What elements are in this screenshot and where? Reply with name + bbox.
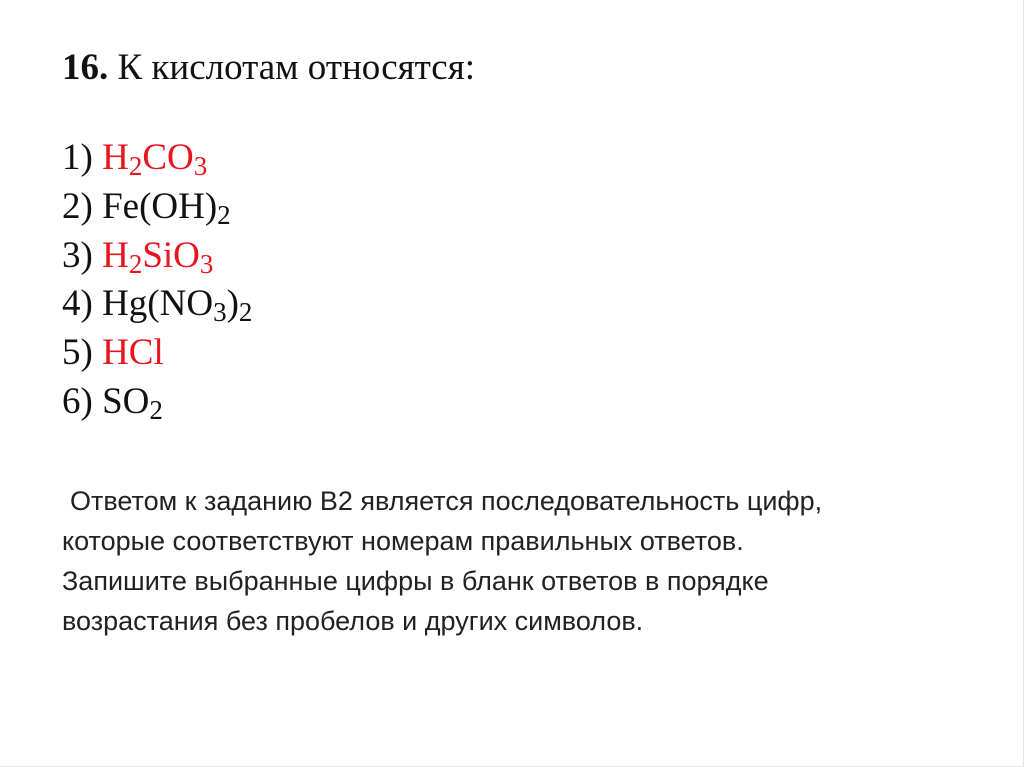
formula-text: SiO xyxy=(142,234,200,276)
answer-option-5 xyxy=(62,329,252,378)
instruction-line: которые соответствуют номерам правильных ответов. xyxy=(62,526,744,556)
option-formula xyxy=(102,234,214,279)
option-label: 1) xyxy=(62,137,93,178)
formula-text: Fe(OH) xyxy=(102,185,218,227)
answer-option-3 xyxy=(62,232,252,281)
instruction-line: возрастания без пробелов и других символов. xyxy=(62,606,644,636)
question-text: К кислотам относятся: xyxy=(117,47,475,88)
option-formula xyxy=(102,137,208,181)
formula-text: HCl xyxy=(102,332,164,374)
answer-option-2 xyxy=(62,183,252,232)
formula-text: ) xyxy=(226,283,239,325)
answer-option-1 xyxy=(62,134,252,183)
question-number: 16. xyxy=(62,47,109,88)
option-formula xyxy=(102,185,231,230)
answer-option-4 xyxy=(62,280,252,329)
option-label: 6) xyxy=(62,380,93,422)
question-title xyxy=(62,44,475,92)
instruction-line: Запишите выбранные цифры в бланк ответов в порядке xyxy=(62,566,769,596)
answer-option-6 xyxy=(62,378,252,427)
instruction-line: Ответом к заданию В2 является последовательность цифр, xyxy=(70,486,823,516)
option-formula xyxy=(102,283,253,328)
formula-text: SO xyxy=(102,380,150,422)
option-label: 3) xyxy=(62,234,93,276)
formula-subscript: 2 xyxy=(128,151,143,181)
formula-subscript: 3 xyxy=(199,248,214,279)
formula-subscript: 3 xyxy=(193,151,208,181)
option-label: 2) xyxy=(62,185,93,227)
option-formula xyxy=(102,332,164,373)
formula-subscript: 2 xyxy=(149,394,163,425)
instructions xyxy=(62,481,982,641)
option-label: 4) xyxy=(62,283,93,325)
formula-subscript: 2 xyxy=(238,297,253,328)
formula-text: H xyxy=(102,137,129,178)
formula-subscript: 2 xyxy=(217,199,231,230)
formula-text: H xyxy=(102,234,129,276)
formula-subscript: 3 xyxy=(213,297,227,328)
formula-text: CO xyxy=(142,137,194,178)
option-label: 5) xyxy=(62,332,93,374)
answer-options xyxy=(62,134,252,427)
option-formula xyxy=(102,380,163,425)
formula-subscript: 2 xyxy=(128,248,143,279)
formula-text: Hg(NO xyxy=(102,283,214,325)
